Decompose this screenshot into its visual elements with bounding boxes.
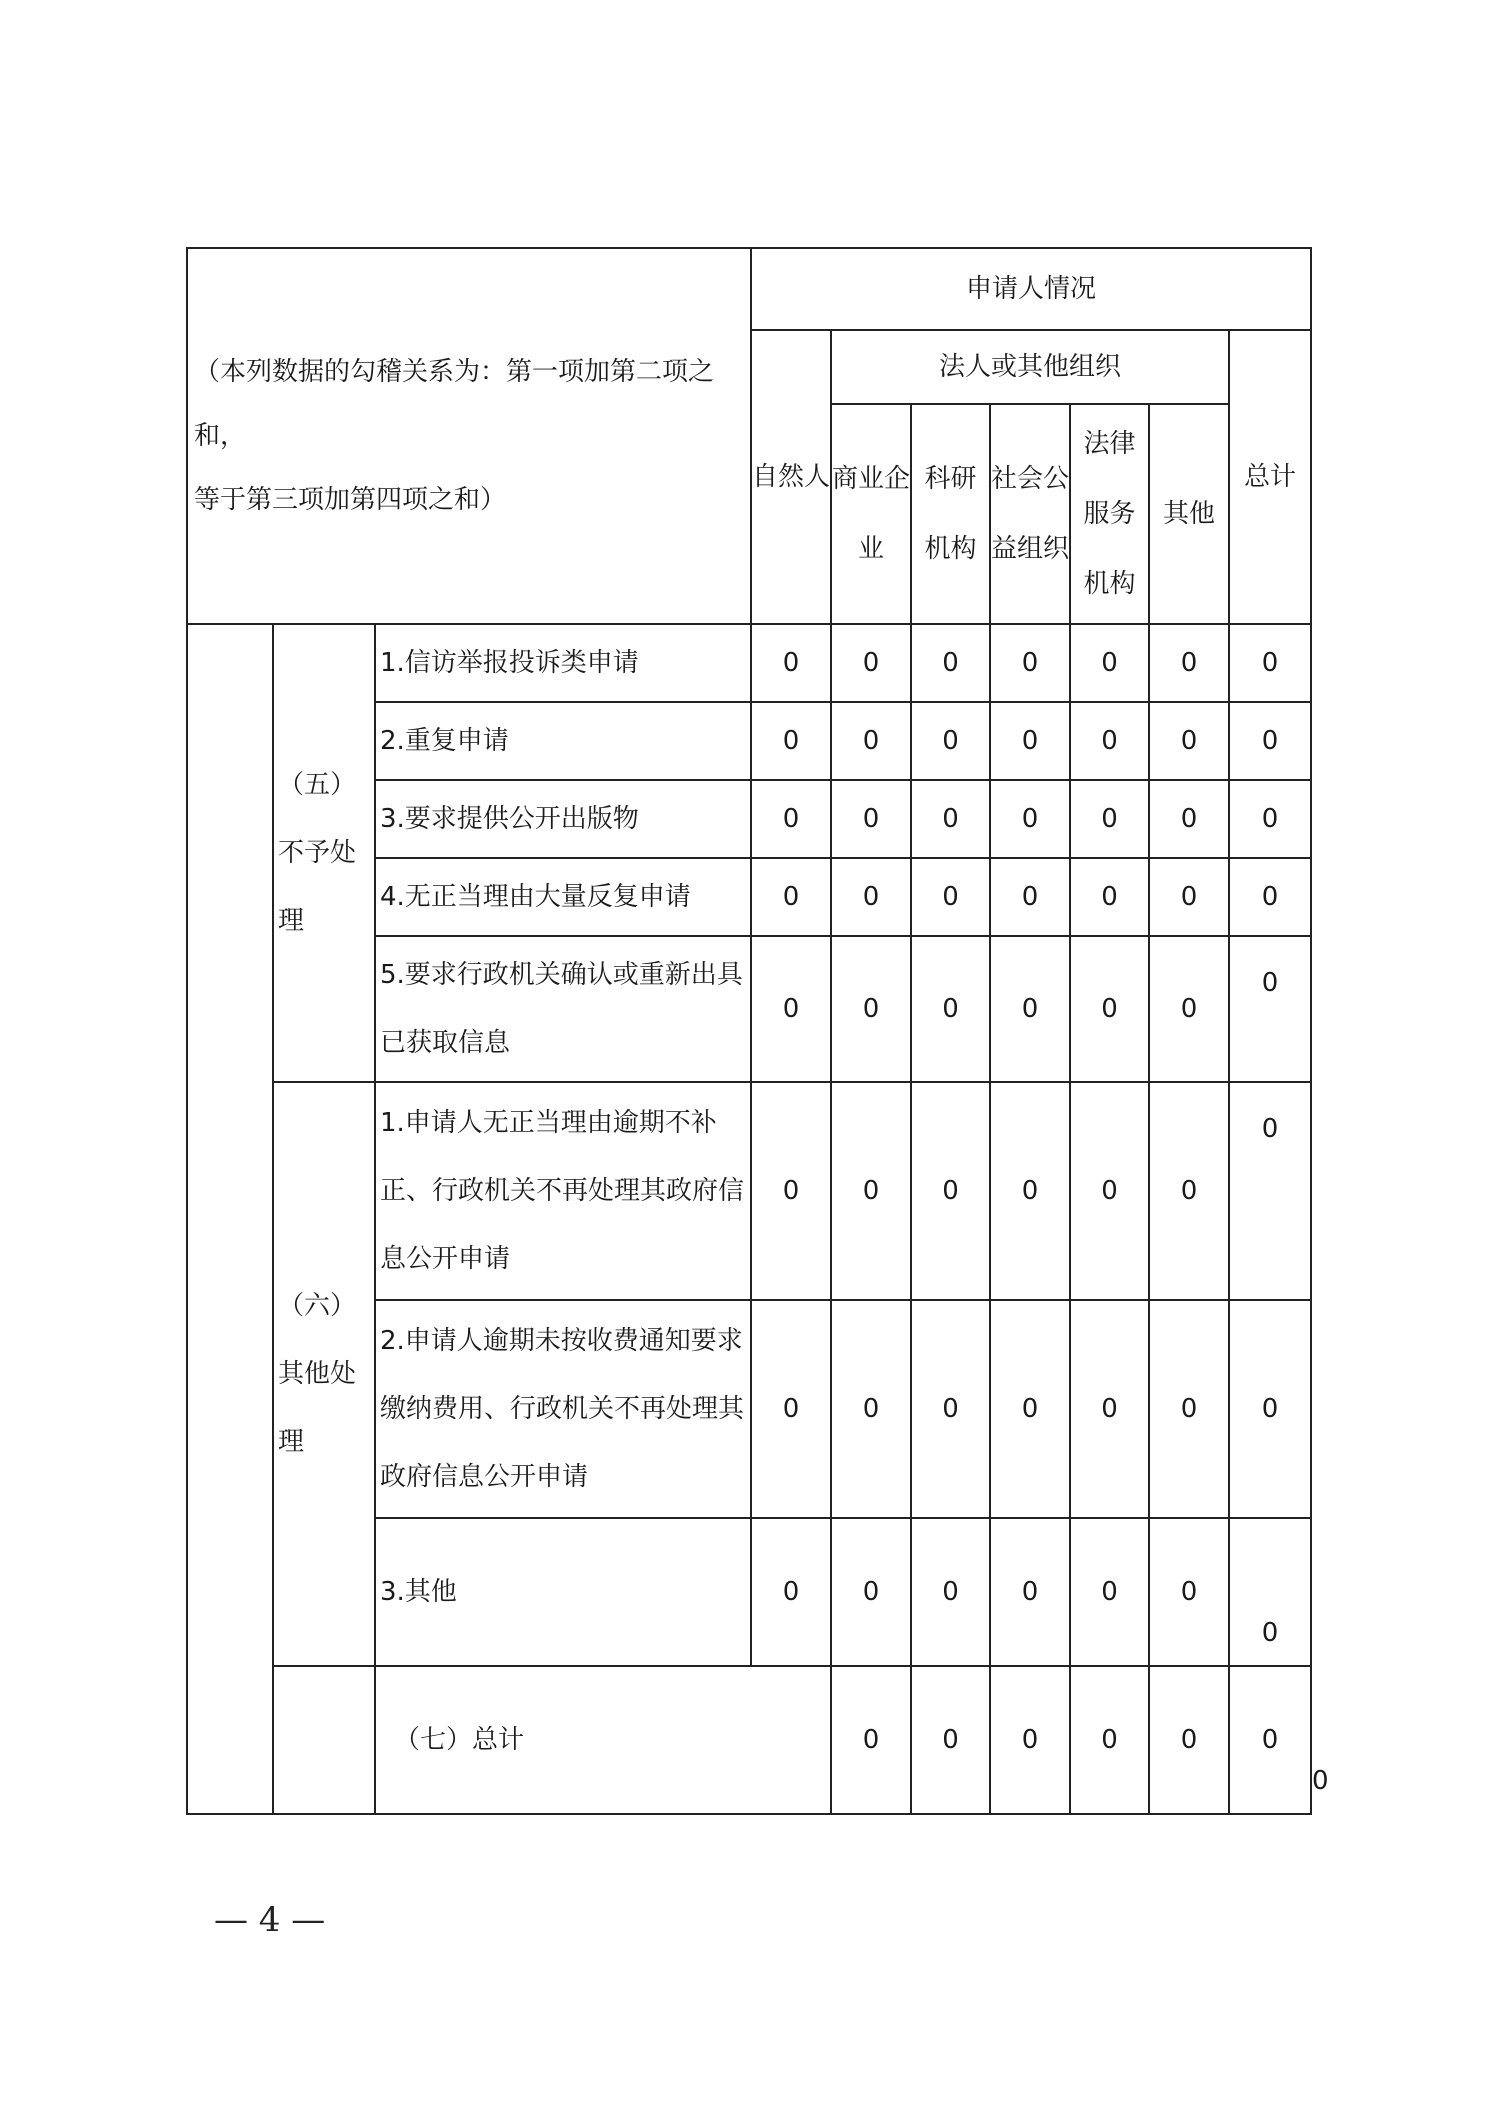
value-cell: 0 <box>1070 858 1149 936</box>
statistics-table: （本列数据的勾稽关系为：第一项加第二项之和， 等于第三项加第四项之和） 申请人情况 自然人 法人或其他组织 总计 商业企业 科研机构 社会公益组织 法律服务机构 其他 （五）不予处理 1.信访举报投诉类申请 0 0 0 0 0 0 0 2.重复申请 0 0 0 0 0 0 0 3.要求提供公开出版物 0 0 0 0 0 0 0 4.无正当理由大量反复申请 0 0 0 0 0 0 0 5.要求行政机关确认或重新出具已获取信息 0 0 0 0 0 0 0 （六）其他处理 1.申请人无正当理由逾期不补正、行政机关不再处理其政府信息公开申请 0 0 0 0 0 0 0 2.申请人逾期未按收费通知要求缴纳费用、行政机关不再处理其政府信息公开申请 0 0 0 0 0 0 0 3.其他 0 0 0 0 0 0 0 （七）总计 0 0 0 0 0 0 0 <box>186 247 1312 1815</box>
value-cell: 0 <box>990 624 1070 702</box>
total-header: 总计 <box>1229 330 1311 624</box>
value-cell: 0 <box>1070 624 1149 702</box>
value-cell: 0 <box>751 624 831 702</box>
value-cell: 0 <box>1149 1082 1229 1300</box>
value-cell: 0 <box>751 780 831 858</box>
value-cell: 0 <box>1070 1300 1149 1518</box>
value-cell: 0 <box>990 1666 1070 1814</box>
value-cell: 0 <box>831 1666 911 1814</box>
value-cell: 0 <box>831 780 911 858</box>
value-cell: 0 <box>1149 1666 1229 1814</box>
value-cell: 0 <box>1070 1082 1149 1300</box>
row-label: 1.信访举报投诉类申请 <box>375 624 751 702</box>
value-cell: 0 <box>831 624 911 702</box>
value-cell: 0 <box>990 780 1070 858</box>
value-cell: 0 <box>1229 858 1311 936</box>
row-label: 3.其他 <box>375 1518 751 1666</box>
value-cell: 0 <box>990 936 1070 1082</box>
value-cell: 0 <box>831 858 911 936</box>
group-label-other-processing: （六）其他处理 <box>273 1082 375 1666</box>
value-cell: 0 <box>831 936 911 1082</box>
value-cell: 0 <box>911 780 990 858</box>
value-cell: 0 <box>1229 1666 1311 1814</box>
value-cell: 0 <box>831 1300 911 1518</box>
value-cell: 0 <box>751 936 831 1082</box>
value-cell: 0 <box>831 1082 911 1300</box>
value-cell: 0 <box>990 1082 1070 1300</box>
blank-gutter <box>187 624 273 1814</box>
value-cell: 0 <box>1149 624 1229 702</box>
value-cell: 0 <box>751 1082 831 1300</box>
row-label: 2.重复申请 <box>375 702 751 780</box>
commercial-header: 商业企业 <box>831 404 911 624</box>
social-welfare-header: 社会公益组织 <box>990 404 1070 624</box>
value-cell: 0 <box>751 858 831 936</box>
legal-entities-header: 法人或其他组织 <box>831 330 1229 404</box>
value-cell: 0 <box>1070 1518 1149 1666</box>
value-cell: 0 <box>1229 624 1311 702</box>
blank-gutter-total <box>273 1666 375 1814</box>
value-cell: 0 <box>751 1518 831 1666</box>
value-cell: 0 <box>1149 780 1229 858</box>
value-cell: 0 <box>911 1666 990 1814</box>
value-cell: 0 <box>1229 780 1311 858</box>
value-cell: 0 <box>990 1300 1070 1518</box>
value-cell: 0 <box>1070 936 1149 1082</box>
value-cell: 0 <box>1149 1518 1229 1666</box>
legal-service-header: 法律服务机构 <box>1070 404 1149 624</box>
value-cell: 0 <box>1149 702 1229 780</box>
page-number: — 4 — <box>214 1900 326 1940</box>
value-cell: 0 <box>1070 702 1149 780</box>
value-cell: 0 <box>911 1300 990 1518</box>
header-note-line1: （本列数据的勾稽关系为：第一项加第二项之和， <box>194 357 715 451</box>
value-cell: 0 <box>911 1518 990 1666</box>
value-cell: 0 <box>911 858 990 936</box>
value-cell: 0 <box>831 1518 911 1666</box>
other-header: 其他 <box>1149 404 1229 624</box>
applicant-status-header: 申请人情况 <box>751 248 1311 330</box>
value-cell: 0 <box>751 702 831 780</box>
row-label: 2.申请人逾期未按收费通知要求缴纳费用、行政机关不再处理其政府信息公开申请 <box>375 1300 751 1518</box>
value-cell: 0 <box>1229 1518 1311 1666</box>
value-cell: 0 <box>1070 780 1149 858</box>
value-cell: 0 <box>911 702 990 780</box>
research-header: 科研机构 <box>911 404 990 624</box>
value-cell: 0 <box>990 1518 1070 1666</box>
value-cell: 0 <box>911 624 990 702</box>
row-label: 4.无正当理由大量反复申请 <box>375 858 751 936</box>
value-cell: 0 <box>1149 1300 1229 1518</box>
value-cell: 0 <box>1149 858 1229 936</box>
value-cell: 0 <box>1229 1300 1311 1518</box>
row-label: 3.要求提供公开出版物 <box>375 780 751 858</box>
grand-total-label: （七）总计 <box>375 1666 831 1814</box>
row-label: 5.要求行政机关确认或重新出具已获取信息 <box>375 936 751 1082</box>
group-label-no-processing: （五）不予处理 <box>273 624 375 1082</box>
value-cell: 0 <box>1229 936 1311 1082</box>
value-cell: 0 <box>911 1082 990 1300</box>
value-cell: 0 <box>990 858 1070 936</box>
value-cell: 0 <box>1229 1082 1311 1300</box>
value-cell: 0 <box>911 936 990 1082</box>
header-note-line2: 等于第三项加第四项之和） <box>194 485 507 515</box>
natural-person-header: 自然人 <box>751 330 831 624</box>
value-cell: 0 <box>1229 702 1311 780</box>
value-cell: 0 <box>1149 936 1229 1082</box>
value-cell: 0 <box>751 1300 831 1518</box>
value-cell: 0 <box>990 702 1070 780</box>
header-note <box>187 248 751 624</box>
value-cell: 0 <box>1070 1666 1149 1814</box>
value-cell: 0 <box>831 702 911 780</box>
row-label: 1.申请人无正当理由逾期不补正、行政机关不再处理其政府信息公开申请 <box>375 1082 751 1300</box>
